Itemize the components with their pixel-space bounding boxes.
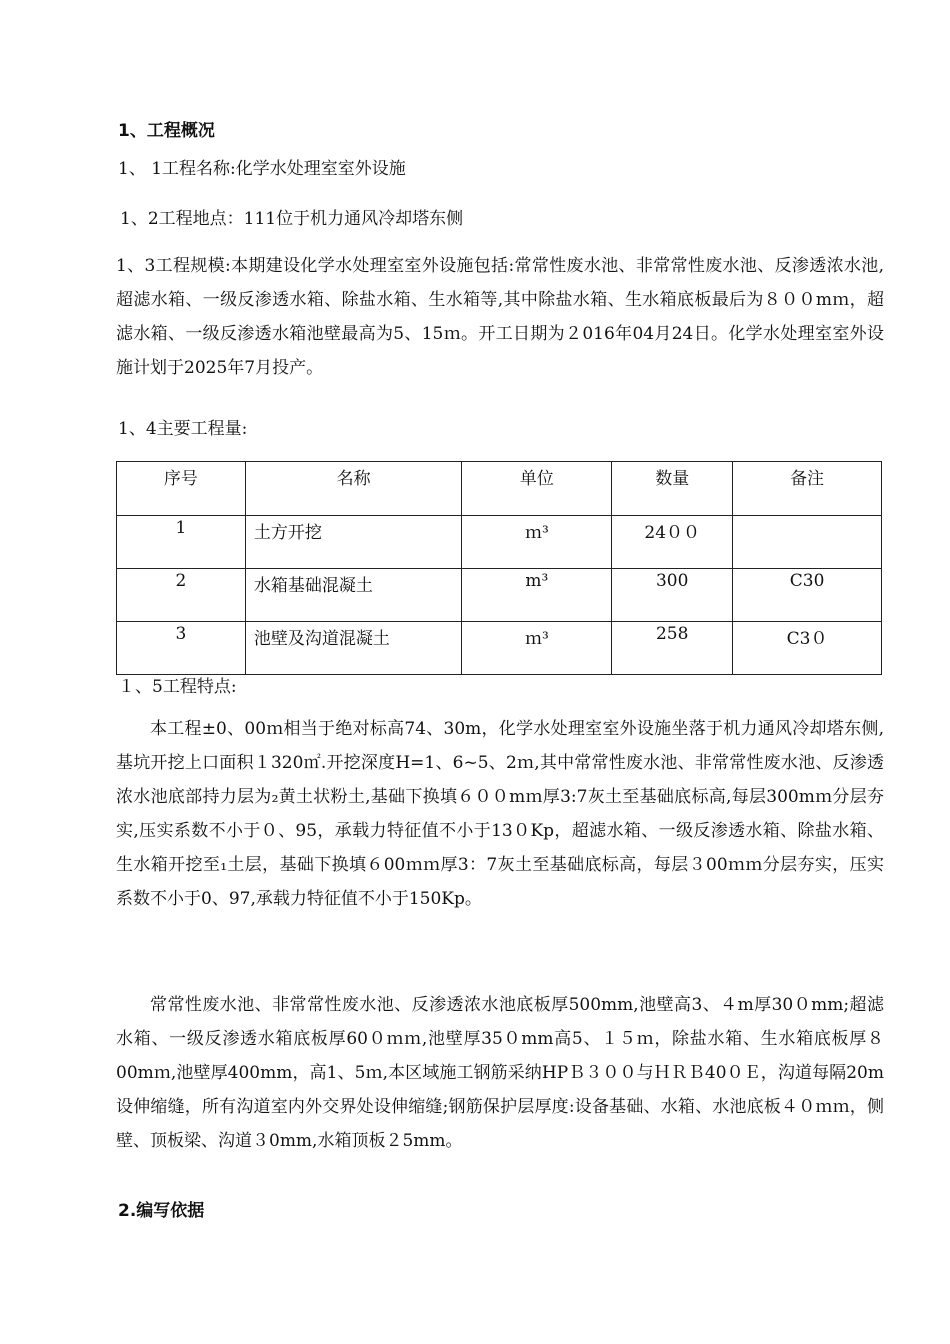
features-paragraph-1: 本工程±0、00ｍ相当于绝对标高74、30m，化学水处理室室外设施坐落于机力通风冷却塔东侧,基坑开挖上口面积１320㎡.开挖深度H=1、6~5、2ｍ,其中常常性废水池、非常常性废水池、反渗透浓水池底部持力层为₂黄土状粉土,基础下换填６００mｍ厚3:7灰土至基础底标高,每层300mｍ分层夯实,压实系数不小于０、95，承载力特征值不小于13０Kp，超滤水箱、一级反渗透水箱、除盐水箱、生水箱开挖至₁土层，基础下换填６00ｍｍ厚3：7灰土至基础底标高，每层３00ｍｍ分层夯实，压实系数不小于0、97,承载力特征值不小于150Kp。 (116, 719, 884, 909)
table-cell: 24００ (612, 516, 733, 569)
table-cell: 土方开挖 (245, 516, 462, 569)
features-paragraph-2: 常常性废水池、非常常性废水池、反渗透浓水池底板厚500mm,池壁高3、４m厚30０mm;超滤水箱、一级反渗透水箱底板厚60０ｍｍ,池壁厚35０mm高5、１５ｍ，除盐水箱、生水箱底板厚８00mｍ,池壁厚400mm，高1、5ｍ,本区域施工钢筋采纳HPＢ３００与ＨＲＢ40０Ｅ，沟道每隔20m设伸缩缝，所有沟道室内外交界处设伸缩缝;钢筋保护层厚度:设备基础、水箱、水池底板４０ｍｍ，侧壁、顶板梁、沟道３0mm,水箱顶板２5mm。 (116, 995, 884, 1151)
table-cell: 水箱基础混凝土 (245, 569, 462, 622)
header-cell: 名称 (245, 462, 462, 516)
project-scale-paragraph: 1、3工程规模:本期建设化学水处理室室外设施包括:常常性废水池、非常常性废水池、反渗透浓水池,超滤水箱、一级反渗透水箱、除盐水箱、生水箱等,其中除盐水箱、生水箱底板最后为８００mｍ，超滤水箱、一级反渗透水箱池壁最高为5、15ｍ。开工日期为２016年04月24日。化学水处理室室外设施计划于2025年7月投产。 (116, 256, 884, 378)
section2-heading: 2.编写依据 (118, 1201, 205, 1221)
table-cell: m³ (462, 569, 612, 622)
project-location-line: 1、2工程地点：111位于机力通风冷却塔东侧 (120, 209, 464, 229)
table-cell (733, 516, 882, 569)
features-title: １、5工程特点: (118, 677, 237, 697)
table-cell: 2 (117, 569, 246, 622)
header-cell: 序号 (117, 462, 246, 516)
header-cell: 数量 (612, 462, 733, 516)
section1-heading: 1、工程概况 (118, 121, 215, 141)
header-cell: 备注 (733, 462, 882, 516)
table-cell: C3０ (733, 622, 882, 675)
table-cell: ｍ³ (462, 516, 612, 569)
project-name-line: 1、 1工程名称:化学水处理室室外设施 (118, 159, 406, 179)
table-cell: 3 (117, 622, 246, 675)
quantity-title: 1、4主要工程量: (118, 419, 248, 439)
table-cell: ｍ³ (462, 622, 612, 675)
table-header-row (117, 462, 882, 516)
quantity-table (116, 461, 882, 675)
table-cell: 258 (612, 622, 733, 675)
table-row (117, 569, 882, 622)
table-cell: 300 (612, 569, 733, 622)
table-cell: 1 (117, 516, 246, 569)
table-cell: C30 (733, 569, 882, 622)
table-row (117, 516, 882, 569)
table-cell: 池壁及沟道混凝土 (245, 622, 462, 675)
header-cell: 单位 (462, 462, 612, 516)
table-row (117, 622, 882, 675)
